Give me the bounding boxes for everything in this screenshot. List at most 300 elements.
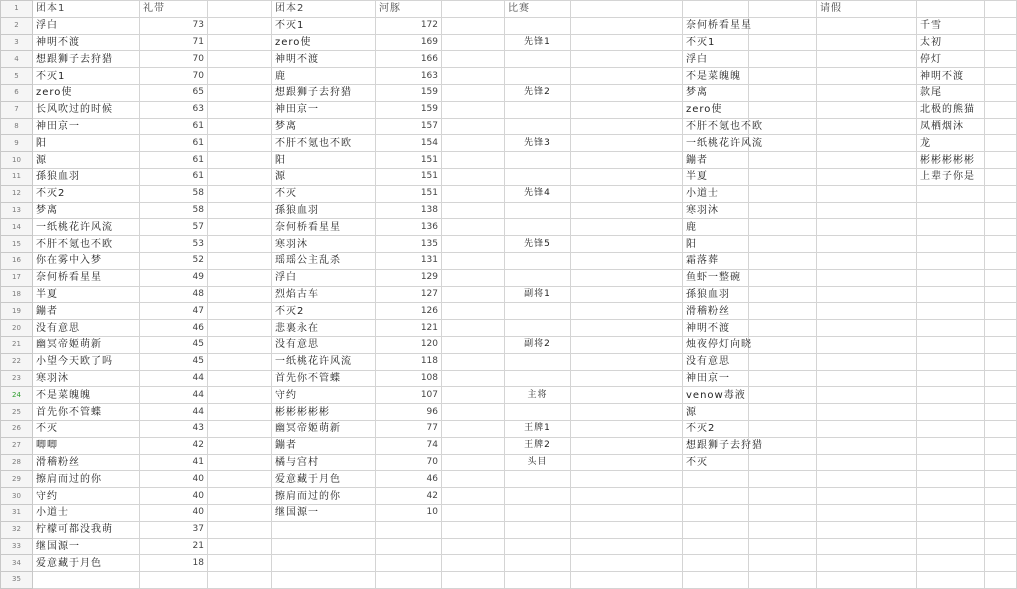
header-cell[interactable] xyxy=(749,1,817,18)
tuanben1-name-cell[interactable]: 不灭1 xyxy=(33,68,140,85)
match-player-cell[interactable]: 不灭1 xyxy=(683,34,749,51)
empty-cell[interactable] xyxy=(917,387,985,404)
match-player-cell[interactable]: 烛夜停灯向晓 xyxy=(683,336,749,353)
header-cell[interactable] xyxy=(917,1,985,18)
tuanben2-value-cell[interactable]: 151 xyxy=(376,168,442,185)
empty-cell[interactable] xyxy=(749,168,817,185)
empty-cell[interactable] xyxy=(917,555,985,572)
tuanben1-value-cell[interactable]: 57 xyxy=(140,219,208,236)
empty-cell[interactable] xyxy=(272,572,376,589)
match-position-cell[interactable]: 先锋3 xyxy=(505,135,571,152)
match-player-cell[interactable]: 滑稽粉丝 xyxy=(683,303,749,320)
empty-cell[interactable] xyxy=(985,219,1017,236)
tuanben1-name-cell[interactable]: 寒羽沐 xyxy=(33,370,140,387)
empty-cell[interactable] xyxy=(571,152,683,169)
empty-cell[interactable] xyxy=(749,370,817,387)
empty-cell[interactable] xyxy=(442,219,505,236)
row-header[interactable]: 32 xyxy=(1,521,33,538)
empty-cell[interactable] xyxy=(749,420,817,437)
empty-cell[interactable] xyxy=(571,370,683,387)
empty-cell[interactable] xyxy=(683,488,749,505)
tuanben2-name-cell[interactable]: 橘与宫村 xyxy=(272,454,376,471)
tuanben1-name-cell[interactable]: 半夏 xyxy=(33,286,140,303)
tuanben1-value-cell[interactable]: 49 xyxy=(140,269,208,286)
empty-cell[interactable] xyxy=(817,387,917,404)
empty-cell[interactable] xyxy=(571,437,683,454)
tuanben1-value-cell[interactable]: 61 xyxy=(140,135,208,152)
empty-cell[interactable] xyxy=(749,572,817,589)
tuanben2-value-cell[interactable]: 159 xyxy=(376,101,442,118)
leave-cell[interactable]: 停灯 xyxy=(917,51,985,68)
empty-cell[interactable] xyxy=(985,303,1017,320)
match-player-cell[interactable]: 想跟狮子去狩猎 xyxy=(683,437,749,454)
empty-cell[interactable] xyxy=(571,202,683,219)
tuanben2-name-cell[interactable]: 继国源一 xyxy=(272,504,376,521)
empty-cell[interactable] xyxy=(817,572,917,589)
match-player-cell[interactable]: 神田京一 xyxy=(683,370,749,387)
tuanben2-name-cell[interactable]: 不灭 xyxy=(272,185,376,202)
match-player-cell[interactable]: zero使 xyxy=(683,101,749,118)
tuanben2-name-cell[interactable]: 爱意藏于月色 xyxy=(272,471,376,488)
header-cell[interactable] xyxy=(571,1,683,18)
tuanben1-name-cell[interactable]: 不肝不氪也不欧 xyxy=(33,236,140,253)
empty-cell[interactable] xyxy=(917,286,985,303)
empty-cell[interactable] xyxy=(376,538,442,555)
tuanben1-value-cell[interactable]: 52 xyxy=(140,252,208,269)
empty-cell[interactable] xyxy=(376,572,442,589)
row-header[interactable]: 26 xyxy=(1,420,33,437)
empty-cell[interactable] xyxy=(442,84,505,101)
empty-cell[interactable] xyxy=(917,336,985,353)
row-header[interactable]: 11 xyxy=(1,168,33,185)
tuanben2-name-cell[interactable]: 浮白 xyxy=(272,269,376,286)
empty-cell[interactable] xyxy=(817,252,917,269)
tuanben1-value-cell[interactable]: 71 xyxy=(140,34,208,51)
empty-cell[interactable] xyxy=(208,370,272,387)
empty-cell[interactable] xyxy=(442,202,505,219)
row-header[interactable]: 29 xyxy=(1,471,33,488)
row-header[interactable]: 23 xyxy=(1,370,33,387)
tuanben1-value-cell[interactable]: 63 xyxy=(140,101,208,118)
empty-cell[interactable] xyxy=(208,202,272,219)
empty-cell[interactable] xyxy=(505,68,571,85)
header-cell[interactable]: 团本1 xyxy=(33,1,140,18)
tuanben1-name-cell[interactable]: 继国源一 xyxy=(33,538,140,555)
tuanben2-value-cell[interactable]: 10 xyxy=(376,504,442,521)
row-header[interactable]: 19 xyxy=(1,303,33,320)
empty-cell[interactable] xyxy=(442,236,505,253)
row-header[interactable]: 1 xyxy=(1,1,33,18)
tuanben1-name-cell[interactable]: 不是菜魄魄 xyxy=(33,387,140,404)
tuanben2-name-cell[interactable]: 擦肩而过的你 xyxy=(272,488,376,505)
tuanben1-name-cell[interactable]: 奈何桥看星星 xyxy=(33,269,140,286)
tuanben1-value-cell[interactable]: 21 xyxy=(140,538,208,555)
empty-cell[interactable] xyxy=(749,320,817,337)
empty-cell[interactable] xyxy=(442,353,505,370)
empty-cell[interactable] xyxy=(208,454,272,471)
empty-cell[interactable] xyxy=(985,286,1017,303)
empty-cell[interactable] xyxy=(749,488,817,505)
empty-cell[interactable] xyxy=(442,420,505,437)
empty-cell[interactable] xyxy=(442,269,505,286)
empty-cell[interactable] xyxy=(749,202,817,219)
empty-cell[interactable] xyxy=(817,437,917,454)
empty-cell[interactable] xyxy=(272,538,376,555)
tuanben1-value-cell[interactable]: 45 xyxy=(140,353,208,370)
empty-cell[interactable] xyxy=(683,521,749,538)
empty-cell[interactable] xyxy=(571,572,683,589)
empty-cell[interactable] xyxy=(208,538,272,555)
empty-cell[interactable] xyxy=(817,17,917,34)
row-header[interactable]: 10 xyxy=(1,152,33,169)
tuanben2-value-cell[interactable]: 151 xyxy=(376,152,442,169)
tuanben1-value-cell[interactable]: 61 xyxy=(140,168,208,185)
empty-cell[interactable] xyxy=(817,152,917,169)
empty-cell[interactable] xyxy=(817,404,917,421)
tuanben1-name-cell[interactable]: 小道士 xyxy=(33,504,140,521)
match-position-cell[interactable]: 先锋4 xyxy=(505,185,571,202)
tuanben2-name-cell[interactable]: 瑶瑶公主乱杀 xyxy=(272,252,376,269)
empty-cell[interactable] xyxy=(208,17,272,34)
empty-cell[interactable] xyxy=(749,555,817,572)
empty-cell[interactable] xyxy=(917,320,985,337)
empty-cell[interactable] xyxy=(571,17,683,34)
empty-cell[interactable] xyxy=(571,404,683,421)
tuanben1-name-cell[interactable]: 浮白 xyxy=(33,17,140,34)
tuanben1-value-cell[interactable]: 47 xyxy=(140,303,208,320)
row-header[interactable]: 4 xyxy=(1,51,33,68)
empty-cell[interactable] xyxy=(505,17,571,34)
empty-cell[interactable] xyxy=(817,471,917,488)
empty-cell[interactable] xyxy=(505,219,571,236)
empty-cell[interactable] xyxy=(917,353,985,370)
empty-cell[interactable] xyxy=(917,454,985,471)
row-header[interactable]: 3 xyxy=(1,34,33,51)
empty-cell[interactable] xyxy=(208,521,272,538)
tuanben2-name-cell[interactable]: 没有意思 xyxy=(272,336,376,353)
tuanben1-name-cell[interactable]: 爱意藏于月色 xyxy=(33,555,140,572)
match-player-cell[interactable]: 浮白 xyxy=(683,51,749,68)
empty-cell[interactable] xyxy=(208,353,272,370)
empty-cell[interactable] xyxy=(208,252,272,269)
empty-cell[interactable] xyxy=(917,219,985,236)
tuanben2-name-cell[interactable]: 悲裏永在 xyxy=(272,320,376,337)
empty-cell[interactable] xyxy=(985,353,1017,370)
tuanben1-name-cell[interactable]: 小望今天欧了吗 xyxy=(33,353,140,370)
tuanben1-value-cell[interactable]: 40 xyxy=(140,488,208,505)
empty-cell[interactable] xyxy=(571,521,683,538)
row-header[interactable]: 9 xyxy=(1,135,33,152)
empty-cell[interactable] xyxy=(985,51,1017,68)
match-position-cell[interactable]: 副将1 xyxy=(505,286,571,303)
empty-cell[interactable] xyxy=(442,17,505,34)
empty-cell[interactable] xyxy=(985,555,1017,572)
tuanben2-value-cell[interactable]: 46 xyxy=(376,471,442,488)
empty-cell[interactable] xyxy=(442,185,505,202)
empty-cell[interactable] xyxy=(985,118,1017,135)
leave-cell[interactable]: 龙 xyxy=(917,135,985,152)
empty-cell[interactable] xyxy=(442,252,505,269)
tuanben2-value-cell[interactable]: 135 xyxy=(376,236,442,253)
empty-cell[interactable] xyxy=(817,353,917,370)
row-header[interactable]: 25 xyxy=(1,404,33,421)
empty-cell[interactable] xyxy=(571,303,683,320)
empty-cell[interactable] xyxy=(505,202,571,219)
tuanben2-name-cell[interactable]: 神田京一 xyxy=(272,101,376,118)
tuanben1-name-cell[interactable]: 没有意思 xyxy=(33,320,140,337)
empty-cell[interactable] xyxy=(442,336,505,353)
empty-cell[interactable] xyxy=(985,168,1017,185)
tuanben2-name-cell[interactable]: 想跟狮子去狩猎 xyxy=(272,84,376,101)
empty-cell[interactable] xyxy=(571,236,683,253)
tuanben1-value-cell[interactable]: 42 xyxy=(140,437,208,454)
tuanben2-value-cell[interactable]: 96 xyxy=(376,404,442,421)
tuanben1-value-cell[interactable]: 44 xyxy=(140,370,208,387)
tuanben1-name-cell[interactable]: 梦离 xyxy=(33,202,140,219)
tuanben2-name-cell[interactable]: 彬彬彬彬彬 xyxy=(272,404,376,421)
tuanben1-name-cell[interactable]: zero使 xyxy=(33,84,140,101)
empty-cell[interactable] xyxy=(683,572,749,589)
tuanben1-value-cell[interactable]: 58 xyxy=(140,202,208,219)
match-position-cell[interactable]: 副将2 xyxy=(505,336,571,353)
empty-cell[interactable] xyxy=(208,320,272,337)
empty-cell[interactable] xyxy=(985,152,1017,169)
empty-cell[interactable] xyxy=(208,437,272,454)
tuanben1-value-cell[interactable]: 73 xyxy=(140,17,208,34)
leave-cell[interactable]: 北极的熊猫 xyxy=(917,101,985,118)
empty-cell[interactable] xyxy=(917,504,985,521)
match-position-cell[interactable]: 先锋2 xyxy=(505,84,571,101)
tuanben2-name-cell[interactable]: 首先你不管蝶 xyxy=(272,370,376,387)
empty-cell[interactable] xyxy=(208,269,272,286)
empty-cell[interactable] xyxy=(505,168,571,185)
empty-cell[interactable] xyxy=(817,84,917,101)
empty-cell[interactable] xyxy=(208,336,272,353)
empty-cell[interactable] xyxy=(817,68,917,85)
row-header[interactable]: 15 xyxy=(1,236,33,253)
empty-cell[interactable] xyxy=(749,353,817,370)
empty-cell[interactable] xyxy=(817,135,917,152)
empty-cell[interactable] xyxy=(985,34,1017,51)
empty-cell[interactable] xyxy=(442,572,505,589)
row-header[interactable]: 34 xyxy=(1,555,33,572)
tuanben1-value-cell[interactable]: 44 xyxy=(140,404,208,421)
empty-cell[interactable] xyxy=(817,555,917,572)
empty-cell[interactable] xyxy=(817,303,917,320)
row-header[interactable]: 8 xyxy=(1,118,33,135)
tuanben1-name-cell[interactable]: 一纸桃花许风流 xyxy=(33,219,140,236)
match-player-cell[interactable]: 鱼虾一整碗 xyxy=(683,269,749,286)
empty-cell[interactable] xyxy=(749,269,817,286)
tuanben2-value-cell[interactable]: 74 xyxy=(376,437,442,454)
tuanben2-name-cell[interactable]: 梦离 xyxy=(272,118,376,135)
empty-cell[interactable] xyxy=(985,236,1017,253)
match-player-cell[interactable]: 一纸桃花许风流 xyxy=(683,135,749,152)
row-header[interactable]: 30 xyxy=(1,488,33,505)
leave-cell[interactable]: 款尾 xyxy=(917,84,985,101)
empty-cell[interactable] xyxy=(817,185,917,202)
empty-cell[interactable] xyxy=(571,185,683,202)
empty-cell[interactable] xyxy=(208,168,272,185)
empty-cell[interactable] xyxy=(571,538,683,555)
row-header[interactable]: 22 xyxy=(1,353,33,370)
empty-cell[interactable] xyxy=(817,51,917,68)
tuanben1-value-cell[interactable]: 53 xyxy=(140,236,208,253)
empty-cell[interactable] xyxy=(985,252,1017,269)
empty-cell[interactable] xyxy=(985,185,1017,202)
tuanben2-name-cell[interactable]: 不肝不氪也不欧 xyxy=(272,135,376,152)
header-cell[interactable]: 请假 xyxy=(817,1,917,18)
empty-cell[interactable] xyxy=(985,538,1017,555)
empty-cell[interactable] xyxy=(571,51,683,68)
empty-cell[interactable] xyxy=(749,454,817,471)
tuanben1-value-cell[interactable]: 48 xyxy=(140,286,208,303)
empty-cell[interactable] xyxy=(817,168,917,185)
tuanben1-name-cell[interactable]: 源 xyxy=(33,152,140,169)
tuanben2-value-cell[interactable]: 70 xyxy=(376,454,442,471)
tuanben2-value-cell[interactable]: 127 xyxy=(376,286,442,303)
empty-cell[interactable] xyxy=(917,370,985,387)
empty-cell[interactable] xyxy=(208,118,272,135)
tuanben1-value-cell[interactable]: 45 xyxy=(140,336,208,353)
empty-cell[interactable] xyxy=(817,34,917,51)
empty-cell[interactable] xyxy=(917,202,985,219)
empty-cell[interactable] xyxy=(208,404,272,421)
empty-cell[interactable] xyxy=(208,51,272,68)
tuanben2-name-cell[interactable]: 鏰者 xyxy=(272,437,376,454)
empty-cell[interactable] xyxy=(571,269,683,286)
match-player-cell[interactable]: 神明不渡 xyxy=(683,320,749,337)
empty-cell[interactable] xyxy=(985,572,1017,589)
match-player-cell[interactable]: 小道士 xyxy=(683,185,749,202)
row-header[interactable]: 5 xyxy=(1,68,33,85)
empty-cell[interactable] xyxy=(683,538,749,555)
tuanben1-value-cell[interactable]: 58 xyxy=(140,185,208,202)
empty-cell[interactable] xyxy=(985,269,1017,286)
tuanben1-name-cell[interactable]: 唧唧 xyxy=(33,437,140,454)
match-player-cell[interactable]: 孫狼血羽 xyxy=(683,286,749,303)
empty-cell[interactable] xyxy=(140,572,208,589)
empty-cell[interactable] xyxy=(571,68,683,85)
tuanben1-name-cell[interactable]: 鏰者 xyxy=(33,303,140,320)
empty-cell[interactable] xyxy=(442,68,505,85)
tuanben2-value-cell[interactable]: 136 xyxy=(376,219,442,236)
empty-cell[interactable] xyxy=(985,420,1017,437)
empty-cell[interactable] xyxy=(442,168,505,185)
empty-cell[interactable] xyxy=(571,101,683,118)
match-position-cell[interactable]: 主将 xyxy=(505,387,571,404)
tuanben1-name-cell[interactable]: 神明不渡 xyxy=(33,34,140,51)
empty-cell[interactable] xyxy=(571,252,683,269)
empty-cell[interactable] xyxy=(505,118,571,135)
tuanben1-name-cell[interactable]: 神田京一 xyxy=(33,118,140,135)
empty-cell[interactable] xyxy=(442,437,505,454)
empty-cell[interactable] xyxy=(442,555,505,572)
empty-cell[interactable] xyxy=(208,303,272,320)
empty-cell[interactable] xyxy=(571,555,683,572)
tuanben2-value-cell[interactable]: 120 xyxy=(376,336,442,353)
match-player-cell[interactable]: 不灭2 xyxy=(683,420,749,437)
empty-cell[interactable] xyxy=(571,454,683,471)
tuanben1-value-cell[interactable]: 43 xyxy=(140,420,208,437)
tuanben1-value-cell[interactable]: 18 xyxy=(140,555,208,572)
row-header[interactable]: 21 xyxy=(1,336,33,353)
tuanben2-value-cell[interactable]: 42 xyxy=(376,488,442,505)
empty-cell[interactable] xyxy=(817,504,917,521)
tuanben1-name-cell[interactable]: 守约 xyxy=(33,488,140,505)
row-header[interactable]: 17 xyxy=(1,269,33,286)
tuanben2-name-cell[interactable]: 神明不渡 xyxy=(272,51,376,68)
empty-cell[interactable] xyxy=(208,286,272,303)
empty-cell[interactable] xyxy=(817,320,917,337)
empty-cell[interactable] xyxy=(985,387,1017,404)
empty-cell[interactable] xyxy=(505,521,571,538)
empty-cell[interactable] xyxy=(985,454,1017,471)
match-position-cell[interactable]: 先锋1 xyxy=(505,34,571,51)
empty-cell[interactable] xyxy=(571,387,683,404)
empty-cell[interactable] xyxy=(817,370,917,387)
tuanben1-value-cell[interactable]: 40 xyxy=(140,504,208,521)
tuanben2-name-cell[interactable]: zero使 xyxy=(272,34,376,51)
empty-cell[interactable] xyxy=(571,34,683,51)
empty-cell[interactable] xyxy=(985,471,1017,488)
match-player-cell[interactable]: 不灭 xyxy=(683,454,749,471)
empty-cell[interactable] xyxy=(208,219,272,236)
tuanben2-value-cell[interactable]: 166 xyxy=(376,51,442,68)
empty-cell[interactable] xyxy=(571,320,683,337)
leave-cell[interactable]: 凤栖烟沐 xyxy=(917,118,985,135)
leave-cell[interactable]: 彬彬彬彬彬 xyxy=(917,152,985,169)
tuanben1-name-cell[interactable]: 你在雾中入梦 xyxy=(33,252,140,269)
empty-cell[interactable] xyxy=(376,555,442,572)
empty-cell[interactable] xyxy=(442,286,505,303)
tuanben1-name-cell[interactable]: 长风吹过的时候 xyxy=(33,101,140,118)
empty-cell[interactable] xyxy=(749,152,817,169)
empty-cell[interactable] xyxy=(442,34,505,51)
empty-cell[interactable] xyxy=(749,219,817,236)
empty-cell[interactable] xyxy=(571,135,683,152)
row-header[interactable]: 2 xyxy=(1,17,33,34)
row-header[interactable]: 14 xyxy=(1,219,33,236)
empty-cell[interactable] xyxy=(817,488,917,505)
empty-cell[interactable] xyxy=(571,504,683,521)
leave-cell[interactable]: 上辈子你是 xyxy=(917,168,985,185)
tuanben1-name-cell[interactable]: 幽冥帝姬萌新 xyxy=(33,336,140,353)
empty-cell[interactable] xyxy=(442,521,505,538)
tuanben2-value-cell[interactable]: 154 xyxy=(376,135,442,152)
tuanben2-value-cell[interactable]: 138 xyxy=(376,202,442,219)
header-cell[interactable]: 河豚 xyxy=(376,1,442,18)
empty-cell[interactable] xyxy=(442,152,505,169)
empty-cell[interactable] xyxy=(817,101,917,118)
empty-cell[interactable] xyxy=(571,420,683,437)
row-header[interactable]: 24 xyxy=(1,387,33,404)
tuanben2-name-cell[interactable]: 源 xyxy=(272,168,376,185)
empty-cell[interactable] xyxy=(571,488,683,505)
header-cell[interactable] xyxy=(208,1,272,18)
empty-cell[interactable] xyxy=(571,286,683,303)
tuanben1-value-cell[interactable]: 40 xyxy=(140,471,208,488)
empty-cell[interactable] xyxy=(817,336,917,353)
empty-cell[interactable] xyxy=(817,202,917,219)
empty-cell[interactable] xyxy=(817,538,917,555)
empty-cell[interactable] xyxy=(505,471,571,488)
empty-cell[interactable] xyxy=(985,84,1017,101)
empty-cell[interactable] xyxy=(33,572,140,589)
empty-cell[interactable] xyxy=(442,387,505,404)
row-header[interactable]: 6 xyxy=(1,84,33,101)
empty-cell[interactable] xyxy=(571,118,683,135)
